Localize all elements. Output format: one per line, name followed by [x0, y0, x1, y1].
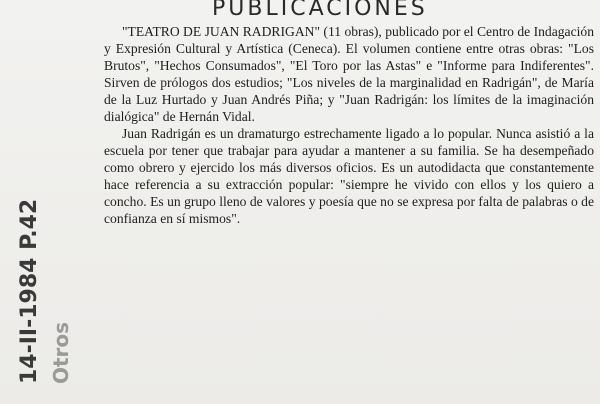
handwritten-date: 14-II-1984 P.42: [17, 198, 42, 384]
handwritten-margin-annotation: [6, 14, 96, 394]
article-body: [104, 24, 594, 228]
section-title: PUBLICACIONES: [212, 0, 428, 21]
handwriting-graphic: [6, 14, 96, 394]
article-paragraph: "TEATRO DE JUAN RADRIGAN" (11 obras), publicado por el Centro de Indagación y Expresión Cultural y Artística (Ceneca). El volumen contiene entre otras obras: "Los Brutos", "Hechos Consumados", "El Toro por las Astas" e "Informe para Indiferentes". Sirven de prólogos dos estudios; "Los niveles de la marginalidad en Radrigán", de María de la Luz Hurtado y Juan Andrés Piña; y "Juan Radrigán: los límites de la imaginación dialógica" de Hernán Vidal.: [104, 24, 594, 124]
handwritten-note: Otros: [49, 321, 73, 384]
article-paragraph: Juan Radrigán es un dramaturgo estrechamente ligado a lo popular. Nunca asistió a la escuela por tener que trabajar para ayudar a mantener a su familia. Se ha desempeñado como obrero y ejercido los más diversos oficios. Es un autodidacta que constantemente hace referencia a su extracción popular: "siempre he vivido con ellos y los quiero a concho. Es un grupo lleno de valores y poesía que no se expresa por falta de palabras o de confianza en sí mismos".: [104, 126, 594, 226]
